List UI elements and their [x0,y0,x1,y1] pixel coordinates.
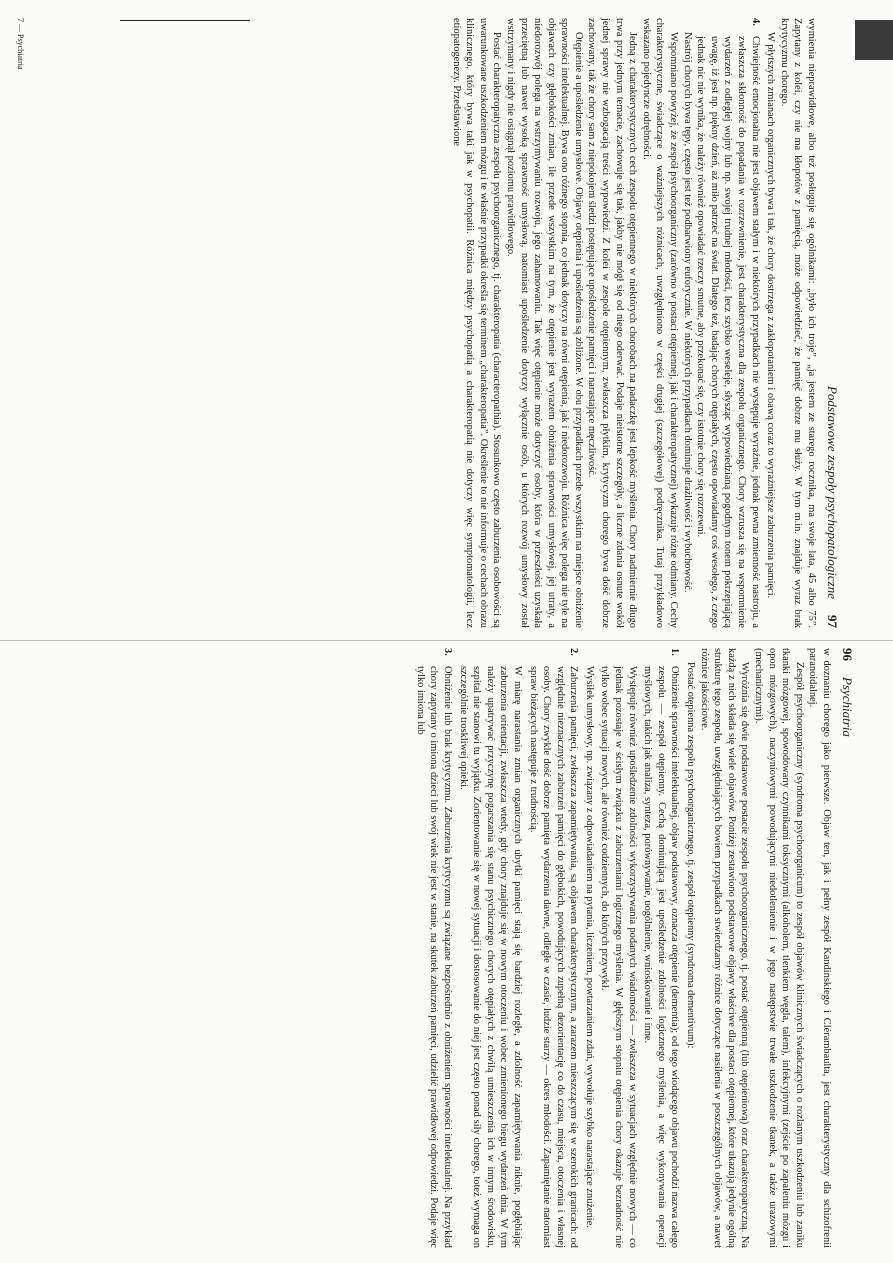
paragraph: Nastrój chorych bywa tępy, często jest też podbarwiony euforycznie. W niektórych przypadkach dominuje drażliwość i wybuchowość. [681,32,693,593]
page-number: 96 [840,648,855,661]
list-item: 2. Zaburzenia pamięci, zwłaszcza zapamiętywania, są objawem charakterystycznym, a zarazem mieszczącym się w szerokich granicach: od względnie nieznacznych zaburzeń pamięci do głębokich, powodujących zupełną dezorientację co do czasu, miejsca, otoczenia i własnej osoby. Chory zwykle dość dobrze pamięta wydarzenia dawne, odległe w czasie, ludzie starzy — okres młodości. Zapamiętanie natomiast spraw bieżących następuje z trudnością. [527,648,580,1248]
list-item: W miarę narastania zmian organicznych ubytki pamięci stają się bardziej rozległe, a zdolność zapamiętywania niknie, pogłębiając zaburzenia orientacji, zwłaszcza wtedy, gdy chory znajduje się w nowym otoczeniu i wobec zmienionego biegu wydarzeń dnia. W tym należy upatrywać przyczynę pogarszania się stanu psychicznego chorych otępiałych z chwilą umieszczenia ich w innym środowisku, szpital nie stanowi tu wyjątku. Zorientowanie się w nowej sytuacji i dostosowanie do niej jest często ponad siły chorego, toteż wymaga on szczególnie troskliwej opieki. [457,666,523,1248]
paragraph: wymienia nieprawidłowe, albo też posługuje się ogólnikami: „było ich troje”, „ja jestem ze starego rocznika, ma swoje lata, 45 albo 75”. Zapytany z kolei, czy nie ma kłopotów z pamięcią, może odpowiedzieć, że pamięć dobrze mu służy. W tym m.in. znajduje wyraz brak krytycyzmu chorego. [778,18,817,628]
body-text [449,18,818,628]
page-97 [16,18,840,628]
paragraph: Wyróżnia się dwie podstawowe postacie zespołu psychoorganicznego, tj. postać otępienną (lub otępieniową) oraz charakteropatyczną. Na każdą z nich składa się wiele objawów. Poniżej zestawiono podstawowe objawy właściwe dla postaci otępiennej, które ukazują jedynie ogólną strukturę tego zespołu, uwzględniających bowiem przypadkach stwierdzamy różnice dotyczące nasilenia w poszczególnych objawów, a nawet różnice jakościowe. [698,648,751,1248]
running-title: Psychiatria [840,677,855,737]
running-head-left [839,648,855,1248]
paragraph: Otępienie a upośledzenie umysłowe. Objawy otępienia i upośledzenia są zbliżone. W obu przypadkach przede wszystkim na miejsce obniżenie sprawności intelektualnej. Bywa ono różnego stopnia, co jednak dotyczy na równi otępienia, jak i niedorozwoju. Różnica więc polega nie tyle na objawach czy głębokości zmian, ile przede wszystkim na tym, że otępienie jest wyrazem obniżenia sprawności umysłowej, jej utraty, a niedorozwój polega na wstrzymywaniu rozwoju, jego zahamowaniu. Tak więc otępienie może dotyczyć osoby, która w przeszłości uzyskała przeciętną lub nawet wysoką sprawność umysłową, natomiast upośledzenie dotyczy wyłącznie osób, u których rozwój umysłowy został wstrzymany i nigdy nie osiągnął poziomu prawidłowego. [504,18,584,628]
paragraph: w doznaniu chorego jako pierwsze. Objaw ten, jak i pełny zespół Kandinskiego i Clérambaulta, jest charakterystyczny dla schizofrenii paranoidalnej. [807,648,832,1248]
running-head-right [824,18,840,628]
scan-fold-line [0,640,893,641]
paragraph: W płytszych zmianach organicznych bywa i tak, że chory dostrzega z zakłopotaniem i obawą coraz to wyraźniejsze zaburzenia pamięci. [765,32,777,599]
list-item: 3. Obniżenie lub brak krytycyzmu. Zaburzenia krytycyzmu są związane bezpośrednio z obniżeniem sprawności intelektualnej. Na przykład chory zapytany o imiona dzieci lub swój wiek nie jest w stanie, na skutek zaburzeń pamięci, udzielić prawidłowej odpowiedzi. Podaje więc tylko imiona lub [414,648,453,1248]
paragraph: Postać charakteropatyczna zespołu psychoorganicznego, tj. charakteropatia (characteropathia). Stosunkowo często zaburzenia osobowości są uwarunkowane uszkodzeniem mózgu i te właśnie przypadki określa się terminem „charakteropatia”. Określenie to nie informuje o cechach obrazu klinicznego, który bywa taki jak w psychopatii. Różnica między psychopatią a charakteropatią nie dotyczy więc symptomatologii, lecz etiopatogenezy. Przedstawione [450,18,503,628]
page-number: 97 [825,615,840,628]
paragraph: Zespół psychoorganiczny (syndroma psychoorganicum) to zespół objawów klinicznych świadczących o rozlanym uszkodzeniu lub zaniku tkanki mózgowej, spowodowany czynnikami toksycznymi (alkoholem, tlenkiem węgla, talem), infekcyjnymi (zejście po zapaleniu mózgu i opon mózgowych), naczyniowymi powodującymi niedotlenienie i w jego następstwie trwałe uszkodzenie tkanek, a także urazowymi (mechanicznymi). [753,648,805,1248]
page-footer: 7 — Psychiatria [16,18,25,70]
paragraph: Postać otępienna zespołu psychoorganicznego, tj. zespół otępienny (syndroma dementivum): [685,662,697,1049]
scan-edge-mark-right [855,20,893,60]
list-item: Wysiłek umysłowy, np. związany z odpowiadaniem na pytania, liczeniem, powtarzaniem zdań, wywołuje szybko narastające znużenie. [583,666,595,1228]
list-item: 1. Obniżenie sprawności intelektualnej, objaw podstawowy, oznacza otępienie (dementia); od tego wiodącego objawu pochodzi nazwa całego zespołu — zespół otępienny. Cechą dominującą jest upośledzenie zdolności logicznego myślenia, a więc wykonywania operacji myślowych, takich jak analiza, synteza, porównywanie, uogólnienie, wnioskowanie i inne. [642,648,681,1248]
page-96 [35,648,855,1248]
list-item: Występuje również upośledzenie zdolności wykorzystywania podanych wiadomości — zwłaszcza w sytuacjach względnie nowych — co jednak pozostaje w ścisłym związku z zaburzeniami logicznego myślenia. W głębszym stopniu otępienia chory okazuje bezradność nie tylko wobec sytuacji nowych, ale również codziennych, do których przywykł. [599,666,638,1248]
list-item: 4. Chwiejność emocjonalna nie jest objawem stałym i w niektórych przypadkach nie występuje wyraźnie, jednak pewna zmienność nastroju, a zwłaszcza skłonność do popadania w rozrzewnienie, jest charakterystyczna dla zespołu organicznego. Chory wzrusza się na wspomnienie wydarzeń z odległej wojny lub np. swojej trudnej młodości, lecz szybko weseleje, słysząc wypowiedzianą pogodnym tonem pokrzepiającą uwagę, iż jest np. piękny dzień, aż miło patrzeć na świat. Dlatego też, badając chorych otępiałych, często opowiadamy coś wesołego, z czego jednak nic nie wynika, że należy również opowiadać rzeczy smutne, aby przekonać się, czy istotnie chory się rozrzewni. [695,18,761,628]
paragraph: Jedną z charakterystycznych cech zespołu otępiennego w niektórych chorobach na padaczkę jest lepkość myślenia. Chory nadmiernie długo trwa przy jednym temacie, zachowuje się tak, jakby nie mógł się od niego oderwać. Podaje nieistotne szczegóły, a liczne zdania osnute wokół jednej sprawy nie wzbogacają treści wypowiedzi. Z kolei w zespole otępiennym, zwłaszcza płytkim, krytycyzm chorego bywa dość dobrze zachowany, tak że chory sam z niepokojem śledzi postępujące upośledzenie pamięci i narastające męczliwość. [586,18,639,628]
body-text [413,648,833,1248]
paragraph: Wspomniano powyżej, że zespół psychoorganiczny (zarówno w postaci otępiennej, jak i charakteropatycznej) wykazuje różne odmiany. Cechy charakterystyczne, świadczące o ważniejszych różnicach, uwzględniono w części drugiej (szczegółowej) podręcznika. Tutaj przykładowo wskazano pojedyncze odrębności. [640,18,680,628]
running-title: Podstawowe zespoły psychopatologiczne [825,385,840,599]
